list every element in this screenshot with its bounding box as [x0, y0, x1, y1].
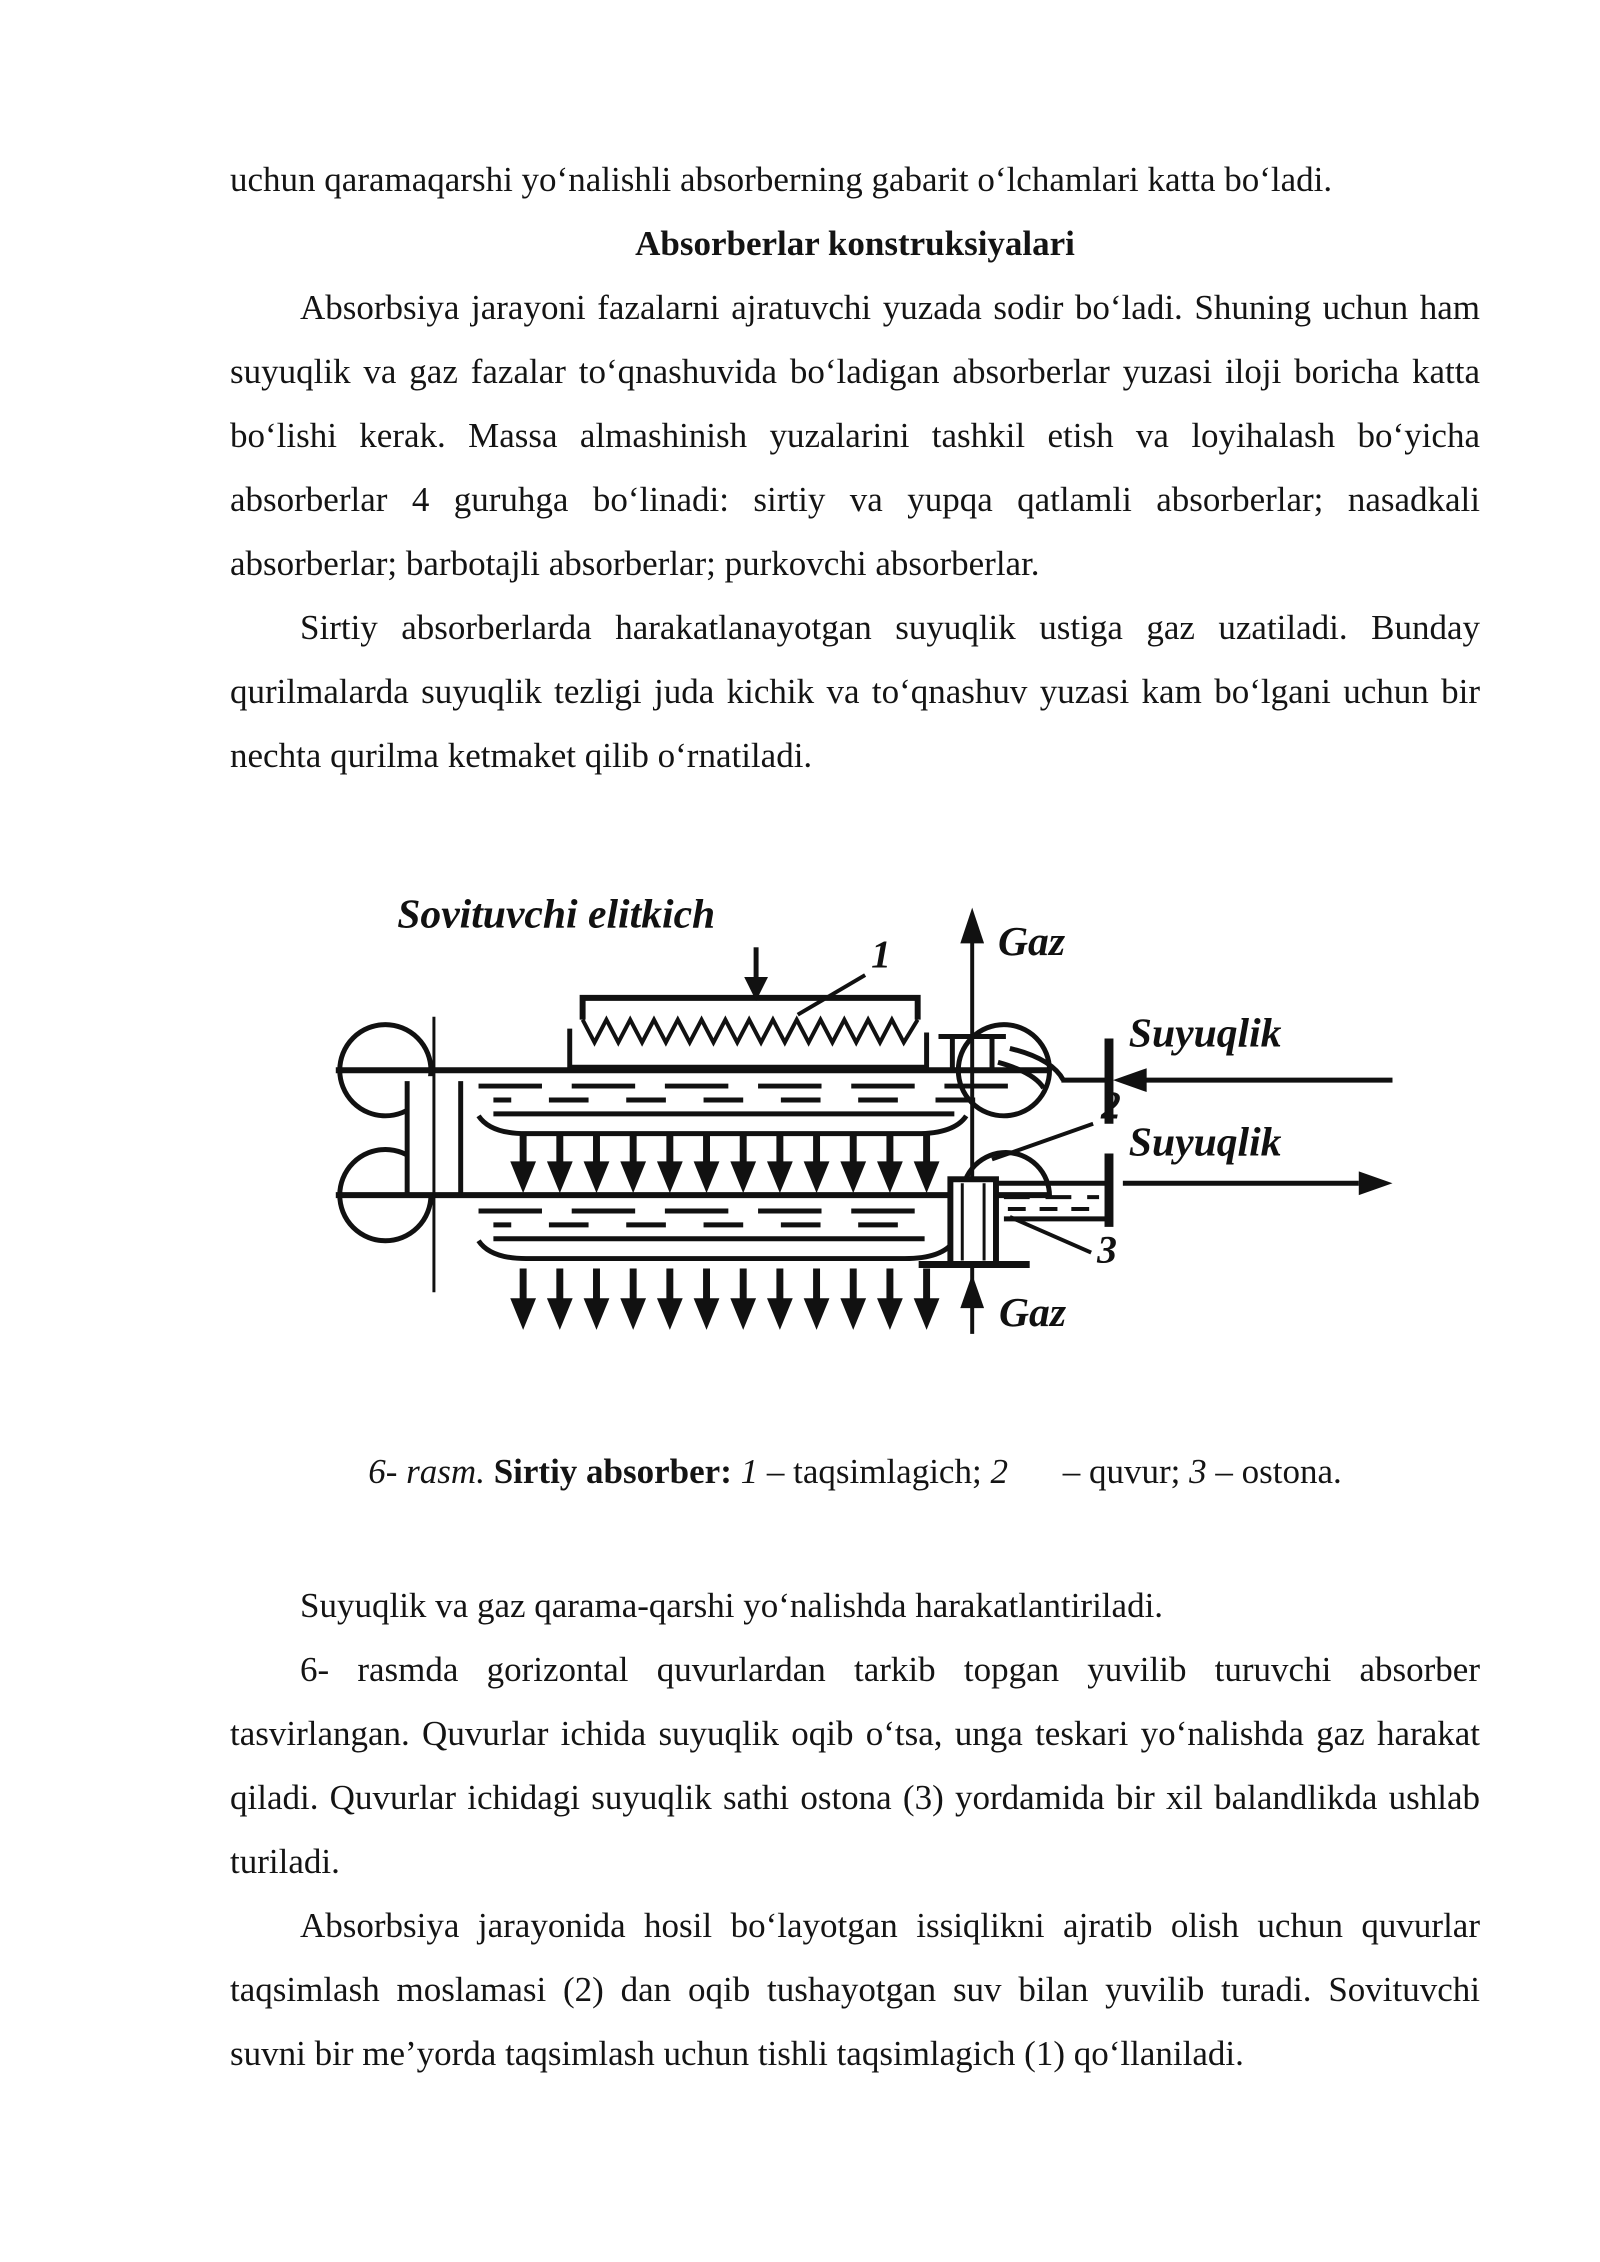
figure-caption: [230, 1440, 1480, 1504]
figure-caption-number: 6- rasm.: [368, 1451, 485, 1491]
spray-arrows-row-2: [510, 1268, 939, 1329]
figure-part-number-1: 1: [871, 932, 891, 977]
leader-line-1: [798, 975, 865, 1015]
leader-line-3: [1010, 1217, 1091, 1253]
spray-arrows-row-1: [510, 1132, 939, 1193]
paragraph-1: Absorbsiya jarayoni fazalarni ajratuvchi yuzada sodir bo‘ladi. Shuning uchun ham suyuqlik va gaz fazalar to‘qnashuvida bo‘ladigan absorberlar yuzasi iloji boricha katta bo‘lishi kerak. Massa almashinish yuzalarini tashkil etish va loyihalash bo‘yicha absorberlar 4 guruhga bo‘linadi: sirtiy va yupqa qatlamli absorberlar; nasadkali absorberlar; barbotajli absorberlar; purkovchi absorberlar.: [230, 288, 1480, 583]
surface-absorber-diagram: [310, 868, 1450, 1364]
caption-item3-number: 3: [1189, 1451, 1207, 1491]
body-text: [230, 148, 1480, 788]
caption-item2-text: – quvur;: [1062, 1451, 1181, 1491]
gas-up-arrow-top: [960, 908, 984, 944]
figure-part-number-2: 2: [1101, 1082, 1121, 1127]
figure-label-cooling: Sovituvchi elitkich: [397, 891, 716, 938]
caption-item2-number: 2: [990, 1451, 1008, 1491]
figure-label-gas-top: Gaz: [997, 919, 1066, 966]
paragraph-3: Suyuqlik va gaz qarama-qarshi yo‘nalishda harakatlantiriladi.: [300, 1585, 1164, 1625]
figure-6-diagram: [310, 868, 1450, 1364]
toothed-distributor: [570, 998, 927, 1067]
paragraph-5: Absorbsiya jarayonida hosil bo‘layotgan issiqlikni ajratib olish uchun quvurlar taqsimlash moslamasi (2) dan oqib tushayotgan suv bilan yuvilib turadi. Sovituvchi suvni bir me’yorda taqsimlash uchun tishli taqsimlagich (1) qo‘llaniladi.: [230, 1905, 1480, 2073]
figure-part-number-3: 3: [1097, 1227, 1117, 1272]
cooling-water-down-arrow: [744, 947, 768, 1001]
paragraph-continuation: uchun qaramaqarshi yo‘nalishli absorberning gabarit o‘lchamlari katta bo‘ladi.: [230, 160, 1333, 199]
caption-item3-text: – ostona.: [1215, 1451, 1342, 1491]
weir-ostona: [919, 1179, 1030, 1264]
section-heading: Absorberlar konstruksiyalari: [635, 224, 1075, 263]
figure-label-gas-bottom: Gaz: [998, 1289, 1067, 1336]
figure-label-liquid-in: Suyuqlik: [1128, 1010, 1282, 1057]
paragraph-4: 6- rasmda gorizontal quvurlardan tarkib topgan yuvilib turuvchi absorber tasvirlangan. Quvurlar ichida suyuqlik oqib o‘tsa, unga teskari yo‘nalishda gaz harakat qiladi. Quvurlar ichidagi suyuqlik sathi ostona (3) yordamida bir xil balandlikda ushlab turiladi.: [230, 1649, 1480, 1881]
caption-item1-text: – taqsimlagich;: [766, 1451, 982, 1491]
liquid-out-arrowhead: [1359, 1171, 1393, 1195]
body-text-lower: [230, 1574, 1480, 2086]
gas-up-arrow-bottom: [960, 1274, 984, 1308]
paragraph-2: Sirtiy absorberlarda harakatlanayotgan suyuqlik ustiga gaz uzatiladi. Bunday qurilmalarda suyuqlik tezligi juda kichik va to‘qnashuv yuzasi kam bo‘lgani uchun bir nechta qurilma ketmaket qilib o‘rnatiladi.: [230, 608, 1480, 775]
figure-label-liquid-out: Suyuqlik: [1128, 1119, 1282, 1166]
figure-caption-title: Sirtiy absorber:: [493, 1451, 732, 1491]
leader-line-2: [992, 1124, 1093, 1160]
caption-item1-number: 1: [740, 1451, 759, 1491]
